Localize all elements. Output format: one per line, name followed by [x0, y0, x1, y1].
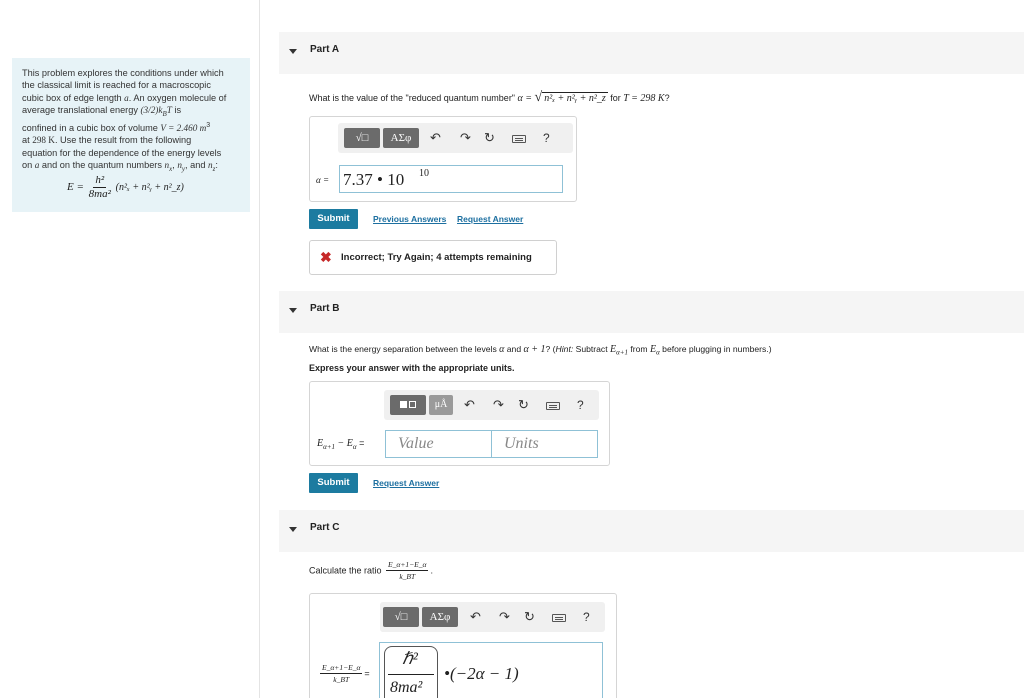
- math: E: [649, 344, 657, 355]
- answer-value: 7.37 • 10: [343, 170, 405, 189]
- math: a: [124, 92, 129, 103]
- ratio-fraction: [386, 559, 428, 582]
- part-c-label: Part C: [310, 522, 340, 533]
- eq-num: h²: [95, 174, 105, 186]
- previous-answers-link[interactable]: Previous Answers: [373, 214, 447, 224]
- part-a-submit-button[interactable]: Submit: [309, 209, 358, 229]
- ratio-input[interactable]: [379, 642, 603, 698]
- reset-icon[interactable]: ↻: [524, 609, 535, 624]
- text: . An oxygen molecule of: [128, 92, 227, 103]
- text: is: [171, 104, 182, 115]
- value-placeholder: Value: [398, 435, 434, 452]
- problem-line: the classical limit is reached for a macroscopic: [22, 80, 211, 91]
- collapse-caret-icon[interactable]: [289, 49, 297, 54]
- reset-icon[interactable]: ↻: [518, 397, 529, 412]
- text: What is the energy separation between the levels: [309, 344, 500, 354]
- math-sub: α: [352, 443, 357, 451]
- text: , and: [185, 159, 209, 170]
- fraction-bar: [388, 674, 434, 675]
- text: Calculate the ratio: [309, 565, 385, 576]
- problem-pane: [0, 0, 260, 698]
- math-sub: α+1: [616, 348, 629, 357]
- redo-icon[interactable]: ↷: [499, 609, 510, 624]
- help-icon[interactable]: ?: [577, 398, 584, 412]
- templates-button[interactable]: √□: [383, 607, 419, 627]
- undo-icon[interactable]: ↶: [470, 609, 481, 624]
- help-icon[interactable]: ?: [543, 131, 550, 145]
- math: n: [177, 159, 182, 170]
- part-a-label: Part A: [310, 44, 340, 55]
- energy-diff-label: [317, 438, 364, 451]
- math-sub: α: [656, 348, 660, 357]
- hint-label: Hint:: [555, 344, 574, 354]
- part-a-question: [309, 90, 670, 106]
- math: n: [208, 159, 213, 170]
- text: Subtract: [573, 344, 610, 354]
- keyboard-icon[interactable]: [512, 135, 526, 143]
- part-b-label: Part B: [310, 303, 340, 314]
- math: T = 298 K: [623, 93, 665, 104]
- part-c-question: [309, 559, 433, 582]
- fraction-template-icon: [400, 401, 407, 408]
- alpha-input[interactable]: [339, 165, 563, 193]
- eq-fraction: [89, 174, 111, 201]
- text: average translational energy: [22, 104, 141, 115]
- text: ,: [172, 159, 178, 170]
- problem-line: [22, 159, 240, 175]
- part-b-header[interactable]: [279, 291, 1024, 333]
- part-a-request-answer-link[interactable]: Request Answer: [457, 214, 524, 224]
- text: at: [22, 135, 33, 146]
- problem-text: [22, 67, 240, 175]
- answer-exponent: 10: [419, 168, 429, 179]
- text: :: [215, 159, 218, 170]
- math: V = 2.460 m: [160, 123, 207, 134]
- answer-frac-num: ℏ²: [402, 649, 418, 668]
- text: What is the value of the "reduced quantum number": [309, 93, 518, 103]
- sqrt-icon: √: [534, 90, 543, 105]
- part-c-header[interactable]: [279, 510, 1024, 552]
- ratio-label-num: E_α+1−E_α: [322, 663, 361, 672]
- fraction-template-icon: [409, 401, 416, 408]
- undo-icon[interactable]: ↶: [430, 130, 441, 145]
- ratio-num: E_α+1−E_α: [388, 560, 427, 569]
- text: cubic box of edge length: [22, 92, 125, 103]
- text: and on the quantum numbers: [39, 159, 165, 170]
- part-c-answer-box: [309, 593, 617, 698]
- equals: =: [356, 438, 365, 448]
- math-sub: α+1: [323, 443, 336, 451]
- math-sub: x: [169, 164, 173, 173]
- text: from: [628, 344, 650, 354]
- symbols-button[interactable]: ΑΣφ: [383, 128, 419, 148]
- math: n: [164, 159, 170, 170]
- problem-line: equation for the dependence of the energy levels: [22, 147, 222, 158]
- keyboard-icon[interactable]: [546, 402, 560, 410]
- collapse-caret-icon[interactable]: [289, 308, 297, 313]
- math-sub: z: [212, 164, 216, 173]
- math-sub: B: [162, 109, 167, 118]
- math: (3/2)k: [140, 104, 163, 115]
- units-input[interactable]: [491, 430, 598, 458]
- ratio-den: k_BT: [399, 572, 416, 581]
- keyboard-icon[interactable]: [552, 614, 566, 622]
- value-input[interactable]: [385, 430, 492, 458]
- text: .: [430, 565, 433, 576]
- incorrect-icon: ✖: [320, 249, 332, 265]
- energy-equation: [67, 174, 184, 201]
- part-b-request-answer-link[interactable]: Request Answer: [373, 478, 440, 488]
- part-b-answer-box: [309, 381, 610, 466]
- part-b-toolbar: [384, 390, 599, 420]
- units-placeholder: Units: [504, 435, 539, 452]
- equals: =: [364, 668, 370, 679]
- part-a-header[interactable]: [279, 32, 1024, 74]
- math: a: [34, 159, 40, 170]
- part-b-question: [309, 344, 772, 357]
- math: − E: [335, 438, 353, 449]
- part-c-toolbar: [380, 602, 605, 632]
- redo-icon[interactable]: ↷: [460, 130, 471, 145]
- units-button[interactable]: μÅ: [429, 395, 453, 415]
- text: before plugging in numbers.): [659, 344, 772, 354]
- eq-den: 8ma²: [88, 188, 111, 200]
- math: α: [499, 344, 505, 355]
- text: ? (: [545, 344, 556, 354]
- help-icon[interactable]: ?: [583, 610, 590, 624]
- math: 298 K: [32, 135, 55, 146]
- reset-icon[interactable]: ↻: [484, 130, 495, 145]
- math: α + 1: [523, 344, 546, 355]
- problem-statement: [12, 58, 250, 212]
- math: E: [317, 438, 324, 449]
- symbols-button[interactable]: ΑΣφ: [422, 607, 458, 627]
- math: α =: [517, 93, 533, 104]
- part-a-feedback: [309, 240, 557, 275]
- answer-frac-den: 8ma²: [390, 679, 423, 696]
- text: confined in a cubic box of volume: [22, 123, 161, 134]
- redo-icon[interactable]: ↷: [493, 397, 504, 412]
- alpha-label: α =: [316, 175, 330, 185]
- part-a-toolbar: [338, 123, 573, 153]
- problem-line: [22, 92, 240, 104]
- part-a-answer-box: [309, 116, 577, 202]
- text: . Use the result from the following: [54, 135, 192, 146]
- part-b-submit-button[interactable]: Submit: [309, 473, 358, 493]
- text: and: [504, 344, 524, 354]
- answer-expression: •(−2α − 1): [444, 664, 519, 683]
- math-sub: y: [181, 164, 186, 173]
- text: ?: [664, 93, 670, 103]
- templates-button[interactable]: [390, 395, 426, 415]
- problem-line: [22, 104, 240, 120]
- ratio-label-fraction: [320, 662, 362, 685]
- templates-button[interactable]: √□: [344, 128, 380, 148]
- math-radicand: n²ₓ + n²ᵧ + n²_z: [544, 93, 606, 104]
- collapse-caret-icon[interactable]: [289, 527, 297, 532]
- ratio-label: [318, 662, 370, 685]
- part-b-instruction: Express your answer with the appropriate units.: [309, 363, 515, 373]
- problem-line: [22, 134, 240, 146]
- problem-line: [22, 120, 240, 134]
- text: on: [22, 159, 35, 170]
- math: E: [610, 344, 617, 355]
- problem-line: This problem explores the conditions under which: [22, 68, 224, 78]
- math-sup: 3: [206, 122, 211, 130]
- text: for: [607, 93, 624, 103]
- feedback-message: Incorrect; Try Again; 4 attempts remaining: [341, 252, 532, 263]
- eq-lhs: E =: [67, 181, 84, 194]
- ratio-label-den: k_BT: [333, 675, 350, 684]
- eq-rhs: (n²ₓ + n²ᵧ + n²_z): [115, 182, 184, 194]
- math: T: [166, 104, 172, 115]
- undo-icon[interactable]: ↶: [464, 397, 475, 412]
